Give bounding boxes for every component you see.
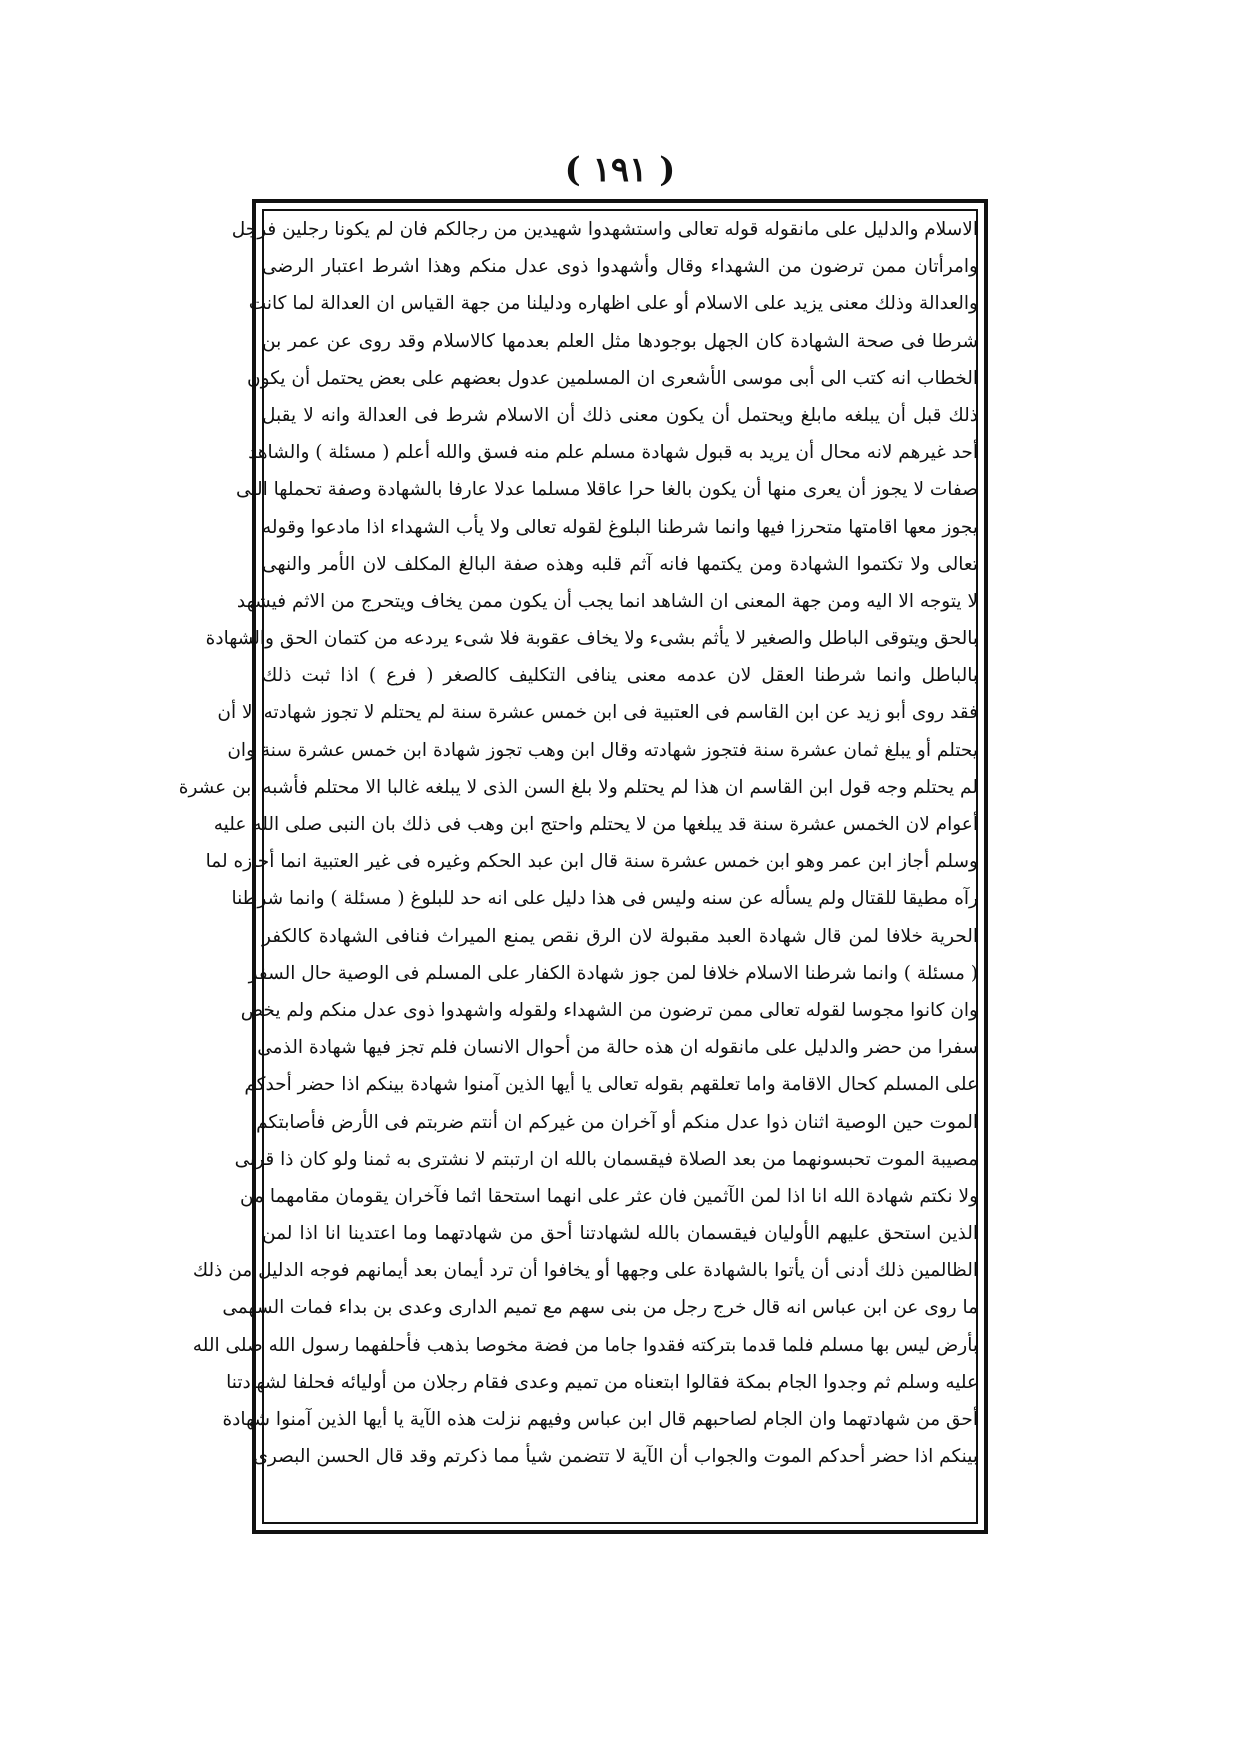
text-line: بأرض ليس بها مسلم فلما قدما بتركته فقدوا جاما من فضة مخوصا بذهب فأحلفهما رسول الله صلى الله xyxy=(192,1334,978,1356)
text-line: الموت حين الوصية اثنان ذوا عدل منكم أو آخران من غيركم ان أنتم ضربتم فى الأرض فأصابتكم xyxy=(256,1111,978,1133)
text-line: الخطاب انه كتب الى أبى موسى الأشعرى ان المسلمين عدول بعضهم على بعض يحتمل أن يكون xyxy=(247,367,978,389)
text-line: عليه وسلم ثم وجدوا الجام بمكة فقالوا ابتعناه من تميم وعدى فقام رجلان من أوليائه فحلفا لشهادتنا xyxy=(226,1371,978,1393)
text-line: ذلك قبل أن يبلغه مابلغ ويحتمل أن يكون معنى ذلك أن الاسلام شرط فى العدالة وانه لا يقبل xyxy=(262,404,978,426)
text-line: وان كانوا مجوسا لقوله تعالى ممن ترضون من الشهداء ولقوله واشهدوا ذوى عدل منكم ولم يخص xyxy=(240,999,978,1021)
text-line: الذين استحق عليهم الأوليان فيقسمان بالله لشهادتنا أحق من شهادتهما وما اعتدينا انا اذا لمن xyxy=(262,1223,978,1245)
page-number: ( ١٩١ ) xyxy=(564,150,676,190)
text-line: فقد روى أبو زيد عن ابن القاسم فى العتبية فى ابن خمس عشرة سنة لم يحتلم لا تجوز شهادته الا أن xyxy=(217,702,978,724)
text-line xyxy=(262,1475,978,1512)
text-line: بينكم اذا حضر أحدكم الموت والجواب أن الآية لا تتضمن شيأ مما ذكرتم وقد قال الحسن البصرى xyxy=(253,1446,978,1468)
main-text-body xyxy=(178,211,978,1524)
text-line: تعالى ولا تكتموا الشهادة ومن يكتمها فانه آثم قلبه وهذه صفة البالغ المكلف لان الأمر والنهى xyxy=(262,553,978,575)
text-line: لا يتوجه الا اليه ومن جهة المعنى ان الشاهد انما يجب أن يكون ممن يخاف ويتحرج من الاثم فيشهد xyxy=(236,590,978,612)
text-line: شرطا فى صحة الشهادة كان الجهل بوجودها مثل العلم بعدمها كالاسلام وقد روى عن عمر بن xyxy=(262,330,978,352)
text-line: وامرأتان ممن ترضون من الشهداء وقال وأشهدوا ذوى عدل منكم وهذا اشرط اعتبار الرضى xyxy=(262,256,978,278)
page-border-frame xyxy=(178,199,988,1534)
text-line: والعدالة وذلك معنى يزيد على الاسلام أو على اظهاره ودليلنا من جهة القياس ان العدالة لما كانت xyxy=(248,293,978,315)
text-line: على المسلم كحال الاقامة واما تعلقهم بقوله تعالى يا أيها الذين آمنوا شهادة بينكم اذا حضر أحدكم xyxy=(244,1074,978,1096)
text-line: أعوام لان الخمس عشرة سنة قد يبلغها من لا يحتلم واحتج ابن وهب فى ذلك بان النبى صلى الله عليه xyxy=(213,814,978,835)
text-line: ما روى عن ابن عباس انه قال خرج رجل من بنى سهم مع تميم الدارى وعدى بن بداء فمات السهمى xyxy=(222,1297,978,1319)
text-line: أحق من شهادتهما وان الجام لصاحبهم قال ابن عباس وفيهم نزلت هذه الآية يا أيها الذين آمنوا شهادة xyxy=(222,1409,978,1430)
text-line: بالباطل وانما شرطنا العقل لان عدمه معنى ينافى التكليف كالصغر ( فرع ) اذا ثبت ذلك xyxy=(262,665,978,687)
text-line: رآه مطيقا للقتال ولم يسأله عن سنه وليس فى هذا دليل على انه حد للبلوغ ( مسئلة ) وانما شرطنا xyxy=(231,888,978,910)
text-line: صفات لا يجوز أن يعرى منها أن يكون بالغا حرا عاقلا مسلما عدلا عارفا بالشهادة وصفة تحملها التى xyxy=(236,479,978,501)
text-line: لم يحتلم وجه قول ابن القاسم ان هذا لم يحتلم ولا بلغ السن الذى لا يبلغه غالبا الا محتلم فأشبه ابن عشرة xyxy=(178,776,978,798)
text-line: يحتلم أو يبلغ ثمان عشرة سنة فتجوز شهادته وقال ابن وهب تجوز شهادة ابن خمس عشرة سنة وان xyxy=(227,739,978,761)
text-line: الحرية خلافا لمن قال شهادة العبد مقبولة لان الرق نقص يمنع الميراث فنافى الشهادة كالكفر xyxy=(262,925,978,947)
text-line: أحد غيرهم لانه محال أن يريد به قبول شهادة مسلم علم منه فسق والله أعلم ( مسئلة ) والشاهد xyxy=(248,442,978,464)
text-line: وسلم أجاز ابن عمر وهو ابن خمس عشرة سنة قال ابن عبد الحكم وغيره فى غير العتبية انما أجازه لما xyxy=(205,851,978,873)
text-line: سفرا من حضر والدليل على مانقوله ان هذه حالة من أحوال الانسان فلم تجز فيها شهادة الذمى xyxy=(257,1037,978,1059)
text-line: الاسلام والدليل على مانقوله قوله تعالى واستشهدوا شهيدين من رجالكم فان لم يكونا رجلين فرجل xyxy=(231,219,978,240)
text-line: ولا نكتم شهادة الله انا اذا لمن الآثمين فان عثر على انهما استحقا اثما فآخران يقومان مقامهما من xyxy=(239,1185,978,1207)
text-line: ( مسئلة ) وانما شرطنا الاسلام خلافا لمن جوز شهادة الكفار على المسلم فى الوصية حال السفر xyxy=(248,962,978,984)
text-line: يجوز معها اقامتها متحرزا فيها وانما شرطنا البلوغ لقوله تعالى ولا يأب الشهداء اذا مادعوا وقوله xyxy=(262,516,978,538)
text-line: بالحق ويتوقى الباطل والصغير لا يأثم بشىء ولا يخاف عقوبة فلا شىء يردعه من كتمان الحق والشهادة xyxy=(205,628,978,650)
text-line: مصيبة الموت تحبسونهما من بعد الصلاة فيقسمان بالله ان ارتبتم لا نشترى به ثمنا ولو كان ذا قربى xyxy=(234,1148,978,1170)
text-line: الظالمين ذلك أدنى أن يأتوا بالشهادة على وجهها أو يخافوا أن ترد أيمان بعد أيمانهم فوجه الدليل من ذلك xyxy=(192,1260,978,1282)
